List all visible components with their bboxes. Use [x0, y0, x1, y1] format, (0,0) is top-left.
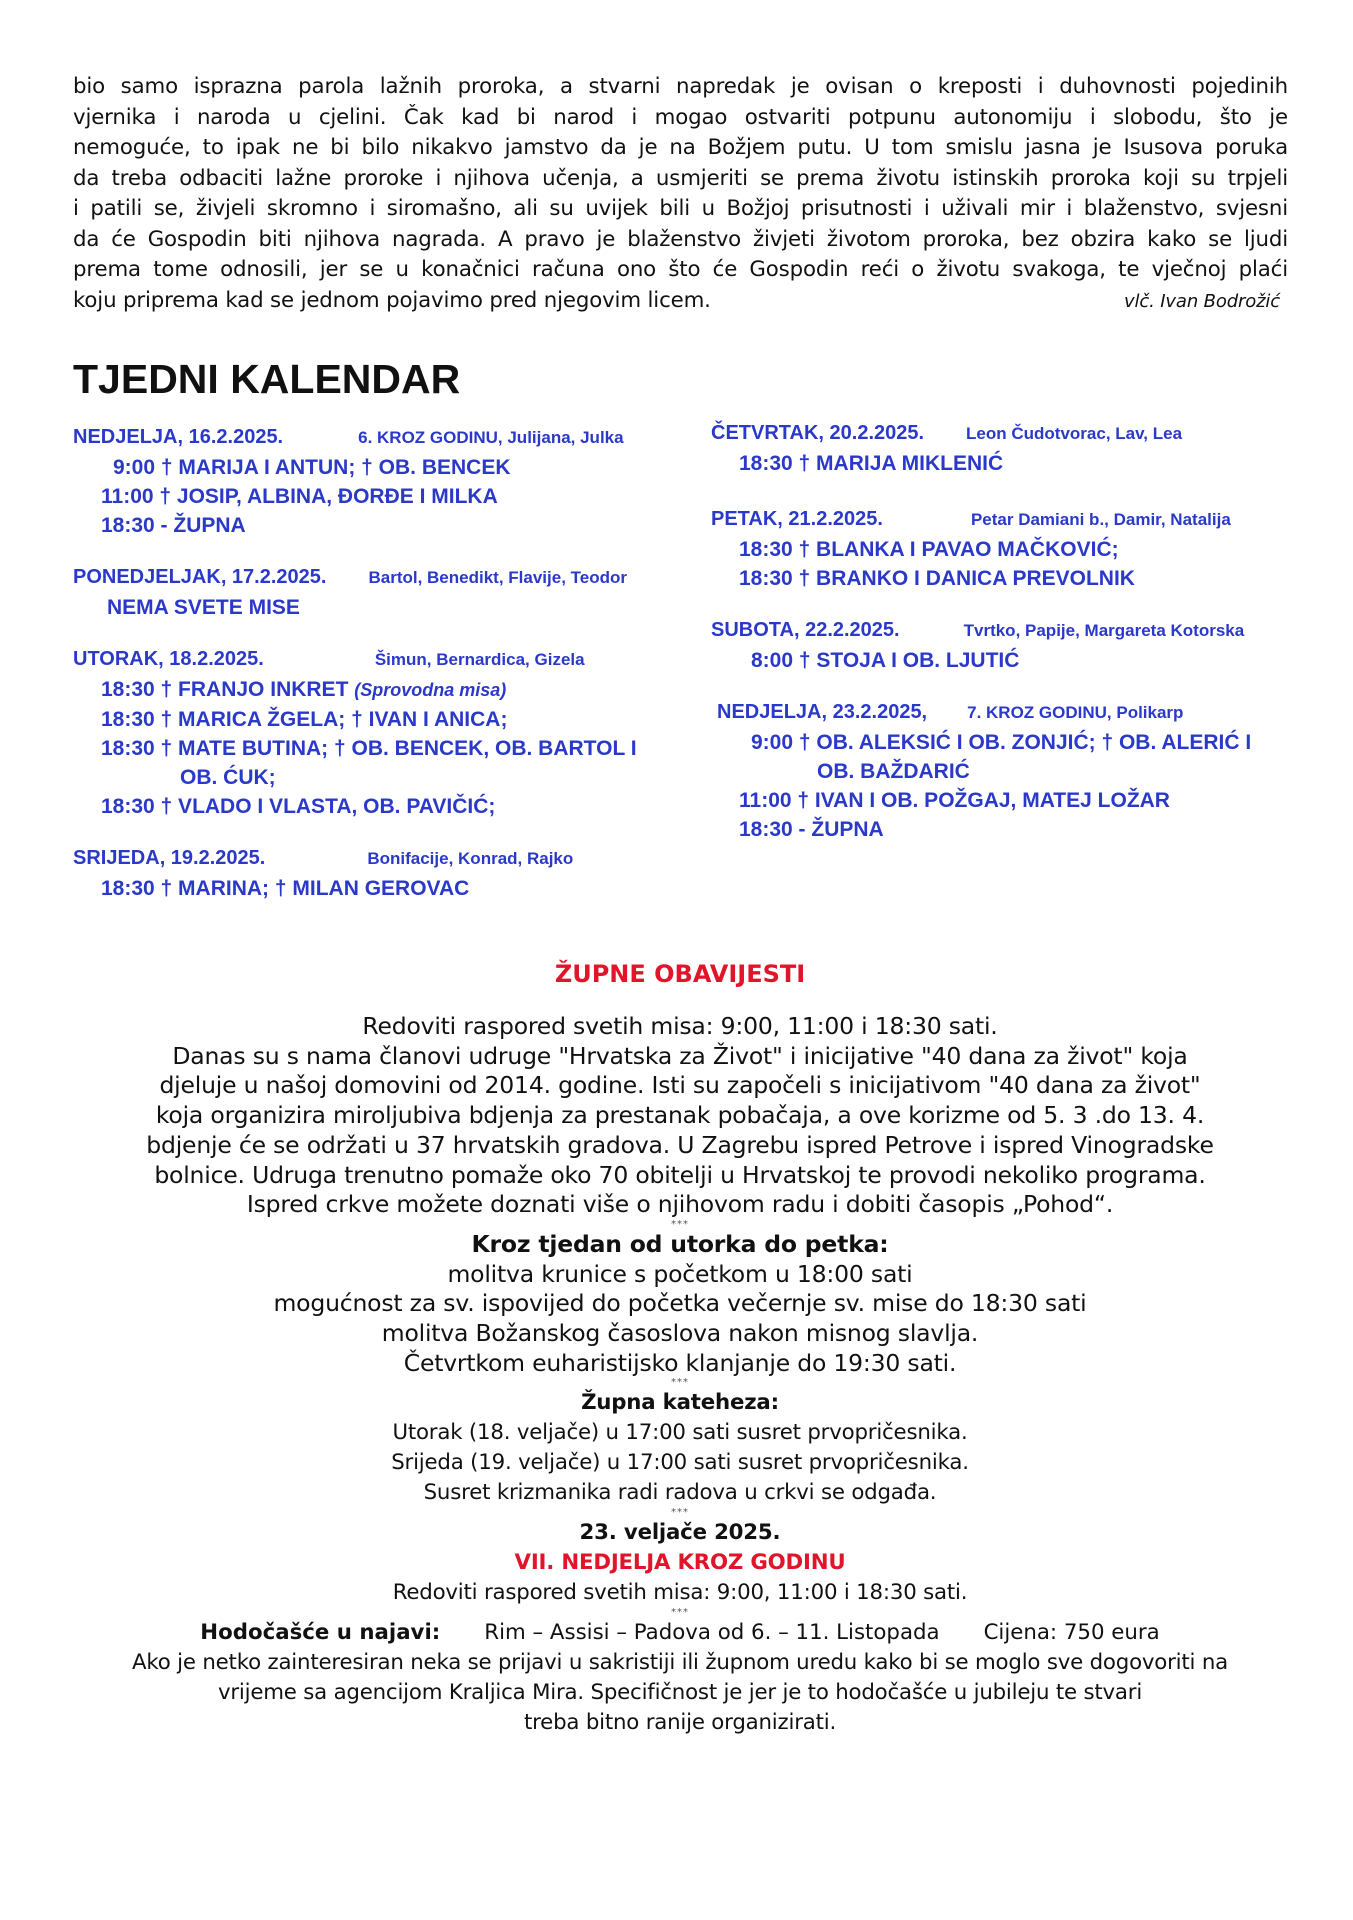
pilgrimage-price: Cijena: 750 eura	[983, 1620, 1160, 1646]
intro-line: i patili se, živjeli skromno i siromašno, ali su uvijek bili u Božjoj prisutnosti i uživali mir i blaženstvo, svjesni	[73, 196, 1288, 221]
calendar-day	[711, 697, 1311, 844]
calendar-day	[73, 843, 673, 903]
parish-notices	[60, 960, 1300, 1738]
notice-line: Srijeda (19. veljače) u 17:00 sati susret prvopričesnika.	[391, 1450, 969, 1476]
calendar-day	[711, 615, 1311, 675]
signature: vlč. Ivan Bodrožić	[1124, 290, 1280, 312]
separator: ***	[671, 1507, 689, 1519]
day-date: NEDJELJA, 23.2.2025,	[717, 701, 928, 723]
intro-line: bio samo isprazna parola lažnih proroka, a stvarni napredak je ovisan o kreposti i duhovnosti pojedinih	[73, 74, 1288, 99]
notice-line: bolnice. Udruga trenutno pomaže oko 70 obitelji u Hrvatskoj te provodi nekoliko programa.	[154, 1160, 1206, 1189]
mass-entry	[73, 675, 673, 705]
notice-line: Utorak (18. veljače) u 17:00 sati susret prvopričesnika.	[392, 1420, 968, 1446]
notice-line: djeluje u našoj domovini od 2014. godine. Isti su započeli s inicijativom "40 dana za život"	[159, 1071, 1201, 1100]
notice-line: Danas su s nama članovi udruge "Hrvatska za Život" i inicijative "40 dana za život" koja	[172, 1041, 1188, 1070]
day-date: ČETVRTAK, 20.2.2025.	[711, 422, 925, 444]
intro-line: nemoguće, to ipak ne bi bilo nikakvo jamstvo da je na Božjem putu. U tom smislu jasna je Isusova poruka	[73, 135, 1288, 160]
mass-entry: 18:30 † VLADO I VLASTA, OB. PAVIČIĆ;	[101, 795, 496, 818]
intro-line: koju priprema kad se jednom pojavimo pred njegovim licem.	[73, 287, 711, 313]
calendar-right-column	[711, 418, 1311, 866]
pilgrimage-route: Rim – Assisi – Padova od 6. – 11. Listopada	[484, 1620, 940, 1646]
calendar-left-column	[73, 422, 673, 925]
notices-title: ŽUPNE OBAVIJESTI	[554, 960, 806, 988]
notice-line: vrijeme sa agencijom Kraljica Mira. Specifičnost je jer je to hodočašće u jubileju te stvari	[217, 1680, 1143, 1706]
mass-entry: 11:00 † IVAN I OB. POŽGAJ, MATEJ LOŽAR	[739, 789, 1170, 812]
mass-continuation: OB. BAŽDARIĆ	[817, 760, 970, 783]
pilgrimage-label: Hodočašće u najavi:	[200, 1620, 441, 1646]
day-feast: 6. KROZ GODINU, Julijana, Julka	[358, 428, 624, 447]
day-feast: Šimun, Bernardica, Gizela	[374, 650, 585, 669]
notice-line: Redoviti raspored svetih misa: 9:00, 11:00 i 18:30 sati.	[392, 1580, 968, 1606]
mass-entry: 18:30 † BRANKO I DANICA PREVOLNIK	[739, 567, 1135, 590]
day-feast: Petar Damiani b., Damir, Natalija	[970, 510, 1231, 529]
mass-note: (Sprovodna misa)	[354, 680, 507, 700]
separator: ***	[671, 1607, 689, 1619]
mass-entry: 18:30 † MARINA; † MILAN GEROVAC	[101, 877, 470, 900]
mass-entry: 11:00 † JOSIP, ALBINA, ĐORĐE I MILKA	[101, 485, 498, 508]
next-sunday-date: 23. veljače 2025.	[579, 1520, 781, 1546]
day-date: PONEDJELJAK, 17.2.2025.	[73, 566, 327, 588]
day-date: PETAK, 21.2.2025.	[711, 508, 883, 530]
mass-entry: 18:30 † MATE BUTINA; † OB. BENCEK, OB. BARTOL I	[101, 737, 637, 760]
calendar-day	[711, 418, 1311, 478]
mass-entry: 9:00 † MARIJA I ANTUN; † OB. BENCEK	[113, 456, 511, 479]
mass-entry: 8:00 † STOJA I OB. LJUTIĆ	[751, 649, 1020, 672]
calendar-title: TJEDNI KALENDAR	[73, 356, 461, 402]
day-date: UTORAK, 18.2.2025.	[73, 648, 264, 670]
notice-line: molitva Božanskog časoslova nakon misnog slavlja.	[381, 1319, 979, 1348]
separator: ***	[671, 1218, 689, 1230]
intro-line: da će Gospodin biti njihova nagrada. A pravo je blaženstvo živjeti životom proroka, bez obzira kako se ljudi	[73, 226, 1288, 252]
notice-line: Redoviti raspored svetih misa: 9:00, 11:00 i 18:30 sati.	[362, 1012, 998, 1040]
day-date: SRIJEDA, 19.2.2025.	[73, 847, 266, 869]
day-feast: Bonifacije, Konrad, Rajko	[367, 849, 574, 868]
mass-entry: 18:30 † BLANKA I PAVAO MAČKOVIĆ;	[739, 538, 1119, 561]
mass-text: 18:30 † FRANJO INKRET	[101, 678, 349, 701]
intro-last-line	[73, 286, 1288, 318]
notice-line: Četvrtkom euharistijsko klanjanje do 19:30 sati.	[403, 1348, 957, 1377]
notice-line: Ispred crkve možete doznati više o njihovom radu i dobiti časopis „Pohod“.	[246, 1190, 1114, 1219]
calendar-day	[73, 562, 673, 622]
week-title: Kroz tjedan od utorka do petka:	[471, 1229, 889, 1258]
mass-entry: 18:30 † MARIJA MIKLENIĆ	[739, 452, 1004, 475]
notice-line: mogućnost za sv. ispovijed do početka večernje sv. mise do 18:30 sati	[273, 1289, 1087, 1318]
day-feast: Leon Čudotvorac, Lav, Lea	[966, 424, 1183, 443]
day-feast: 7. KROZ GODINU, Polikarp	[967, 703, 1184, 722]
calendar-day	[73, 644, 673, 821]
intro-paragraph	[73, 72, 1288, 317]
next-sunday-title: VII. NEDJELJA KROZ GODINU	[514, 1550, 846, 1576]
notice-line: Susret krizmanika radi radova u crkvi se odgađa.	[423, 1480, 937, 1506]
notice-line: Ako je netko zainteresiran neka se prijavi u sakristiji ili župnom uredu kako bi se moglo sve dogovoriti na	[132, 1650, 1228, 1676]
notice-line: treba bitno ranije organizirati.	[523, 1710, 837, 1736]
intro-line: da treba odbaciti lažne proroke i njihova učenja, a usmjeriti se prema životu istinskih proroka koji su trpjeli	[73, 165, 1288, 191]
notice-line: koja organizira miroljubiva bdjenja za prestanak pobačaja, a ove korizme od 5. 3 .do 13. 4.	[155, 1101, 1205, 1130]
pilgrimage-row	[60, 1618, 1300, 1648]
calendar-day	[711, 504, 1311, 593]
mass-continuation: OB. ĆUK;	[180, 766, 276, 789]
catechesis-title: Župna kateheza:	[581, 1390, 779, 1416]
day-feast: Tvrtko, Papije, Margareta Kotorska	[963, 621, 1245, 640]
day-date: NEDJELJA, 16.2.2025.	[73, 426, 284, 448]
day-date: SUBOTA, 22.2.2025.	[711, 619, 900, 641]
calendar-day	[73, 422, 673, 540]
mass-entry: NEMA SVETE MISE	[107, 596, 300, 619]
mass-entry: 18:30 - ŽUPNA	[101, 514, 246, 537]
intro-line: vjernika i naroda u cjelini. Čak kad bi narod i mogao ostvariti potpunu autonomiju i slobodu, što je	[73, 104, 1288, 130]
separator: ***	[671, 1377, 689, 1389]
day-feast: Bartol, Benedikt, Flavije, Teodor	[368, 568, 627, 587]
mass-entry: 9:00 † OB. ALEKSIĆ I OB. ZONJIĆ; † OB. ALERIĆ I	[751, 731, 1252, 754]
notice-line: molitva krunice s početkom u 18:00 sati	[447, 1259, 913, 1288]
mass-entry: 18:30 † MARICA ŽGELA; † IVAN I ANICA;	[101, 708, 508, 731]
intro-line: prema tome odnosili, jer se u konačnici računa ono što će Gospodin reći o životu svakoga, te vječnoj plaći	[73, 257, 1288, 282]
mass-entry: 18:30 - ŽUPNA	[739, 818, 884, 841]
notice-line: bdjenje će se održati u 37 hrvatskih gradova. U Zagrebu ispred Petrove i ispred Vinogradske	[146, 1130, 1214, 1159]
